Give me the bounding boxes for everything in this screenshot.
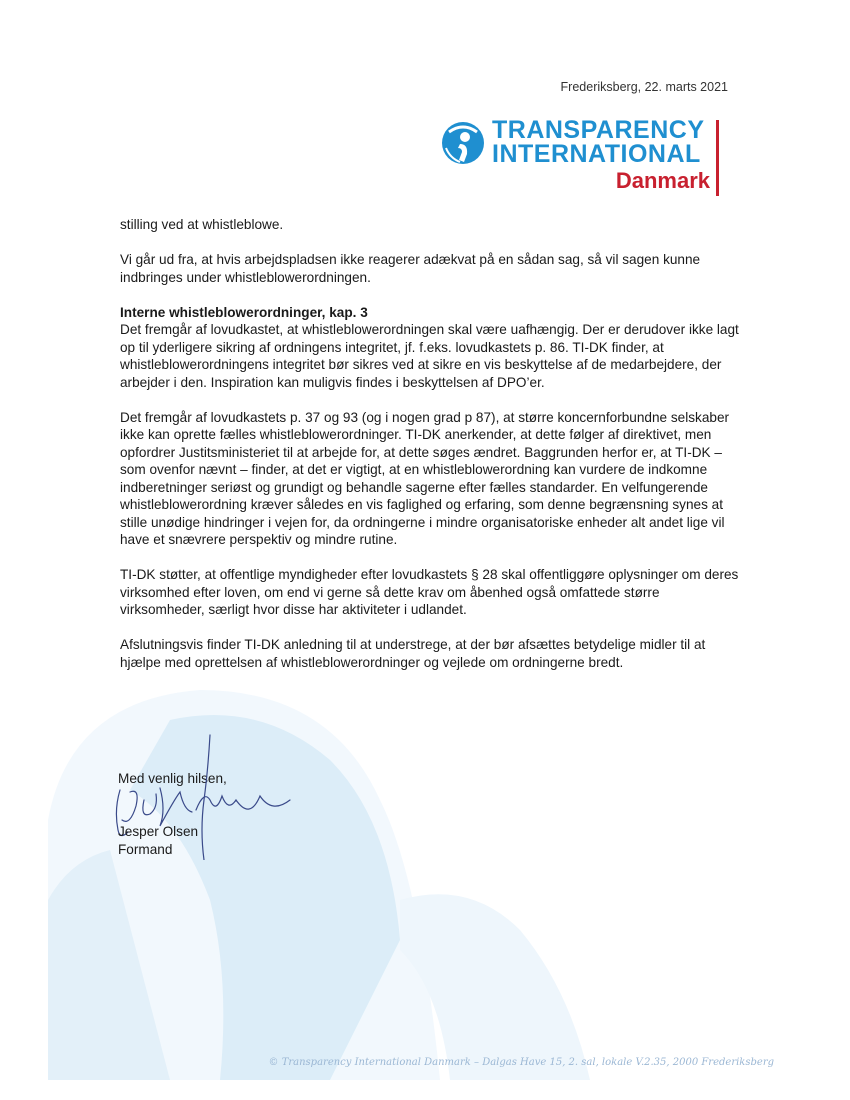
logo-divider [716,120,719,196]
signer-block [118,823,198,859]
logo-line-2: INTERNATIONAL [492,140,701,168]
signer-title: Formand [118,842,173,857]
paragraph: Vi går ud fra, at hvis arbejdspladsen ikke reagerer adækvat på en sådan sag, så vil sagen kunne indbringes under whistleblowerordningen. [120,252,701,285]
letter-date: Frederiksberg, 22. marts 2021 [560,80,728,94]
paragraph: Afslutningsvis finder TI-DK anledning til at understrege, at der bør afsættes betydelige midler til at hjælpe med oprettelsen af whistleblowerordninger og vejlede om ordningerne bredt. [120,637,706,670]
letter-body [120,216,740,689]
paragraph: stilling ved at whistleblowe. [120,217,284,232]
transparency-international-logo [440,118,730,200]
logo-line-3: Danmark [615,168,710,193]
logo-line-1: TRANSPARENCY [492,116,705,144]
section-heading: Interne whistleblowerordninger, kap. 3 [120,304,368,320]
globe-icon [440,120,486,166]
paragraph: TI-DK støtter, at offentlige myndigheder efter lovudkastets § 28 skal offentliggøre oplysninger om deres virksomhed efter loven, om end vi gerne så dette krav om åbenhed også omfattede større virksomheder, særligt hvor disse har aktiviteter i udlandet. [120,567,739,617]
closing-greeting: Med venlig hilsen, [118,771,227,786]
paragraph: Det fremgår af lovudkastets p. 37 og 93 (og i nogen grad p 87), at større koncernforbundne selskaber ikke kan oprette fælles whistleblowerordninger. TI-DK anerkender, at dette følger af direktivet, men opfordrer Justitsministeriet til at arbejde for, at dette søges ændret. Baggrunden herfor er, at TI-DK – som ovenfor nævnt – finder, at det er vigtigt, at en whistleblowerordning kan vurdere de indkomne indberetninger seriøst og grundigt og behandle sagerne efter fælles standarder. En velfungerende whistleblowerordning kræver således en vis faglighed og erfaring, som denne begrænsning synes at stille unødige hindringer i vejen for, da ordningerne i mindre organisatoriske enheder alt andet lige vil have et snævrere perspektiv og mindre rutine. [120,409,730,547]
footer-address: © Transparency International Danmark – Dalgas Have 15, 2. sal, lokale V.2.35, 2000 Frederiksberg [268,1057,774,1068]
signer-name: Jesper Olsen [118,824,199,839]
paragraph: Det fremgår af lovudkastet, at whistleblowerordningen skal være uafhængig. Der er derudover ikke lagt op til yderligere sikring af ordningens integritet, jf. f.eks. lovudkastets p. 86. TI-DK finder, at whistleblowerordningens integritet bør sikres ved at sikre en vis beskyttelse af de medarbejdere, der arbejder i den. Inspiration kan muligvis findes i beskyttelsen af DPO’er. [120,322,739,390]
